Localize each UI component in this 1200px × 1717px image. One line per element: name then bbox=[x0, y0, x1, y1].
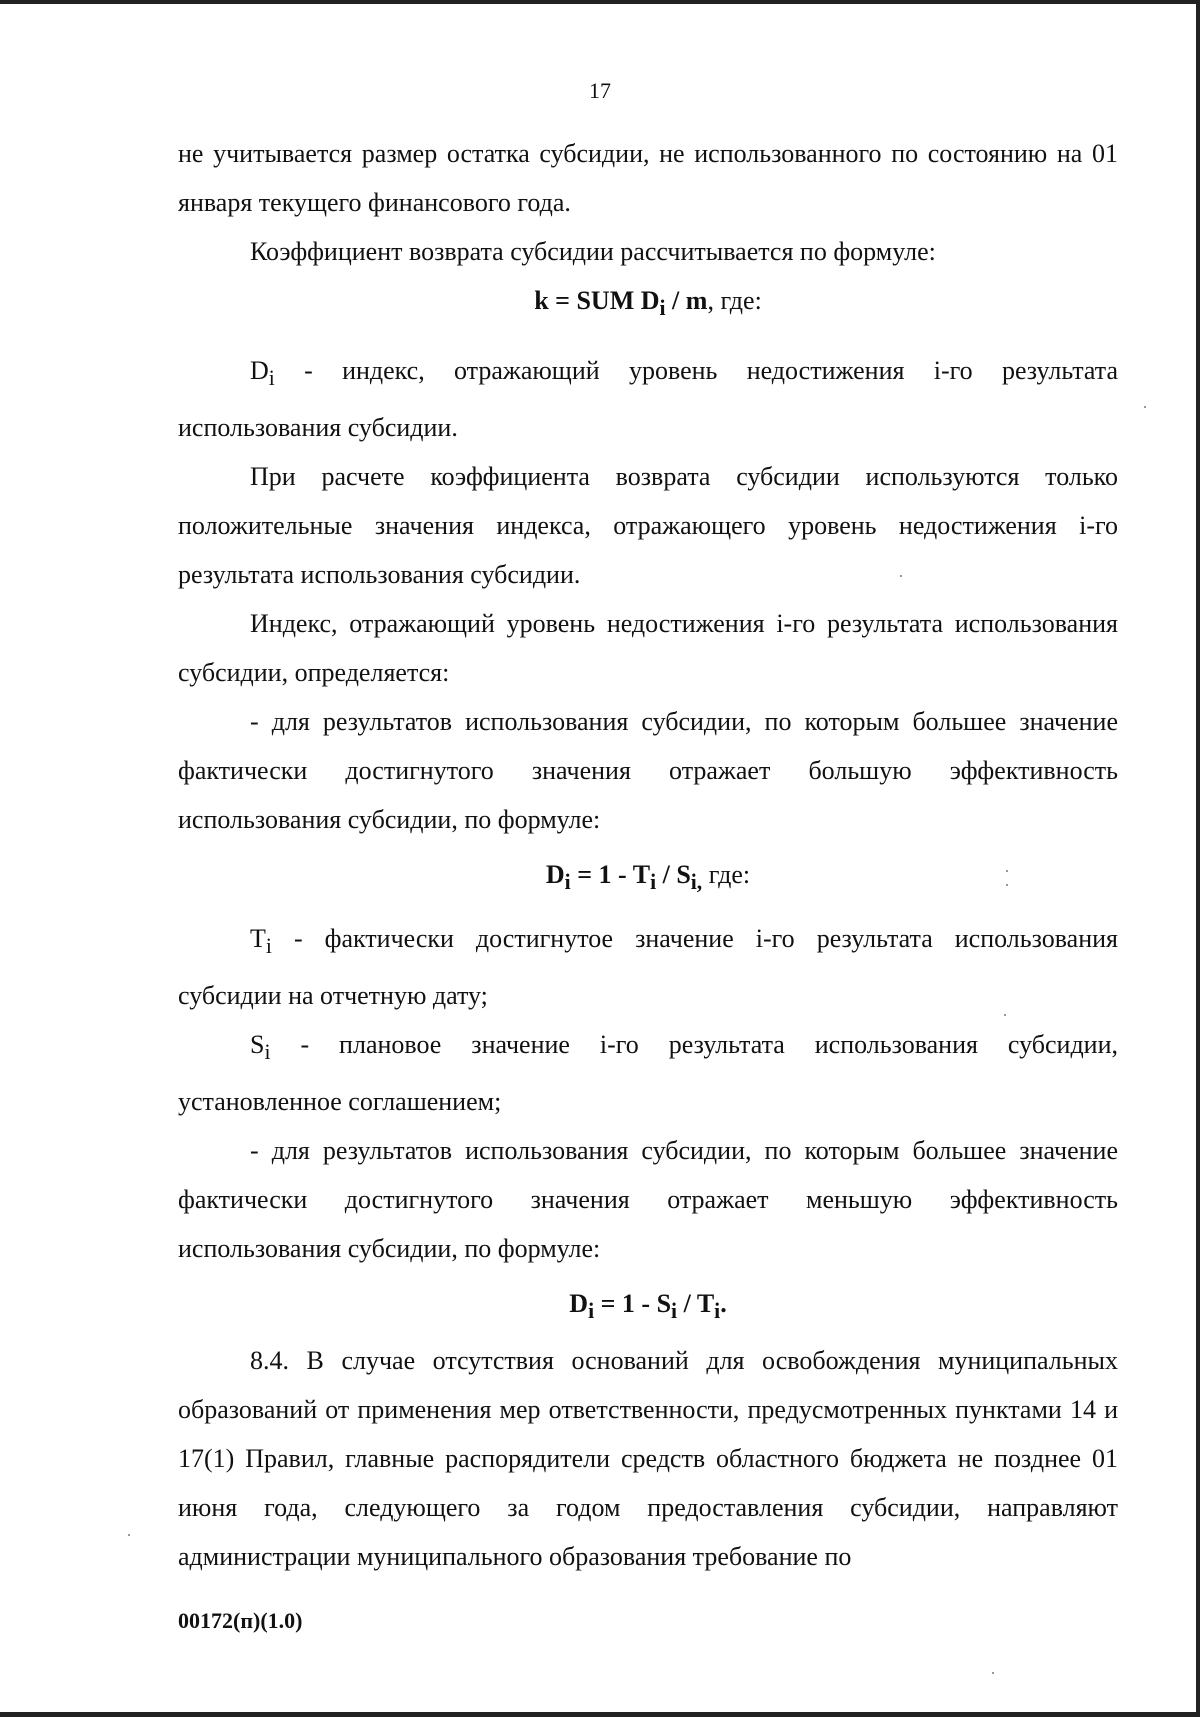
page-number: 17 bbox=[589, 78, 611, 103]
paragraph bbox=[178, 914, 1118, 1020]
formula-subscript: i bbox=[659, 296, 666, 321]
symbol: S bbox=[250, 1029, 265, 1059]
symbol: T bbox=[250, 923, 266, 953]
paragraph: - для результатов использования субсидии, по которым большее значение фактически достигнутого значения отражает большую эффективность использования субсидии, по формуле: bbox=[178, 707, 1118, 835]
formula-text: / m bbox=[665, 286, 708, 315]
formula-return-coefficient bbox=[178, 276, 1118, 333]
formula-subscript: i bbox=[671, 1299, 678, 1324]
formula-text: = 1 - T bbox=[570, 860, 651, 890]
paragraph bbox=[178, 346, 1118, 452]
scan-speck bbox=[1006, 884, 1008, 886]
formula-subscript: i, bbox=[690, 870, 703, 895]
formula-text: D bbox=[569, 1288, 589, 1318]
document-body bbox=[178, 129, 1118, 1581]
scan-speck bbox=[900, 575, 902, 577]
formula-text: / S bbox=[656, 860, 691, 890]
symbol-subscript: i bbox=[265, 933, 272, 958]
paragraph: Коэффициент возврата субсидии рассчитывается по формуле: bbox=[250, 237, 936, 266]
formula-suffix: где: bbox=[702, 860, 751, 890]
paragraph-text: - фактически достигнутое значение i-го результата использования субсидии на отчетную дату; bbox=[178, 923, 1118, 1010]
scan-speck bbox=[1004, 1014, 1006, 1016]
formula-subscript: i bbox=[650, 870, 657, 895]
scan-speck bbox=[1144, 406, 1146, 408]
formula-index-lesser bbox=[178, 1279, 1118, 1336]
paragraph-text: - плановое значение i-го результата использования субсидии, установленное соглашением; bbox=[178, 1029, 1119, 1116]
formula-text: . bbox=[720, 1288, 727, 1318]
symbol-subscript: i bbox=[268, 366, 275, 391]
formula-text: / T bbox=[677, 1288, 715, 1318]
formula-subscript: i bbox=[564, 870, 571, 895]
scan-speck bbox=[992, 1672, 994, 1674]
formula-subscript: i bbox=[714, 1299, 721, 1324]
paragraph: При расчете коэффициента возврата субсидии используются только положительные значения индекса, отражающего уровень недостижения i-го результата использования субсидии. bbox=[178, 462, 1118, 590]
formula-text: D bbox=[545, 860, 565, 890]
paragraph: не учитывается размер остатка субсидии, не использованного по состоянию на 01 января текущего финансового года. bbox=[178, 139, 1118, 217]
paragraph: Индекс, отражающий уровень недостижения i-го результата использования субсидии, определяется: bbox=[178, 609, 1118, 688]
symbol-subscript: i bbox=[264, 1039, 271, 1064]
formula-subscript: i bbox=[588, 1299, 595, 1324]
formula-index-greater bbox=[178, 850, 1118, 907]
scan-speck bbox=[1006, 870, 1008, 872]
formula-text: = 1 - S bbox=[594, 1288, 672, 1318]
paragraph: 8.4. В случае отсутствия оснований для освобождения муниципальных образований от применения мер ответственности, предусмотренных пунктами 14 и 17(1) Правил, главные распорядители средств областного бюджета не позднее 01 июня года, следующего за годом предоставления субсидии, направляют администрации муниципального образования требование по bbox=[178, 1346, 1118, 1572]
symbol: D bbox=[250, 356, 269, 386]
scan-border-right bbox=[1196, 0, 1200, 1717]
scan-border-bottom bbox=[0, 1712, 1200, 1717]
paragraph bbox=[178, 1020, 1118, 1126]
paragraph: - для результатов использования субсидии, по которым большее значение фактически достигнутого значения отражает меньшую эффективность использования субсидии, по формуле: bbox=[178, 1135, 1118, 1263]
formula-text: k = SUM D bbox=[534, 286, 660, 315]
formula-suffix: , где: bbox=[707, 286, 762, 315]
document-code: 00172(п)(1.0) bbox=[178, 1608, 303, 1633]
scan-speck bbox=[128, 1534, 130, 1536]
paragraph-text: - индекс, отражающий уровень недостижения i-го результата использования субсидии. bbox=[178, 356, 1118, 443]
scan-border-top bbox=[0, 0, 1200, 4]
